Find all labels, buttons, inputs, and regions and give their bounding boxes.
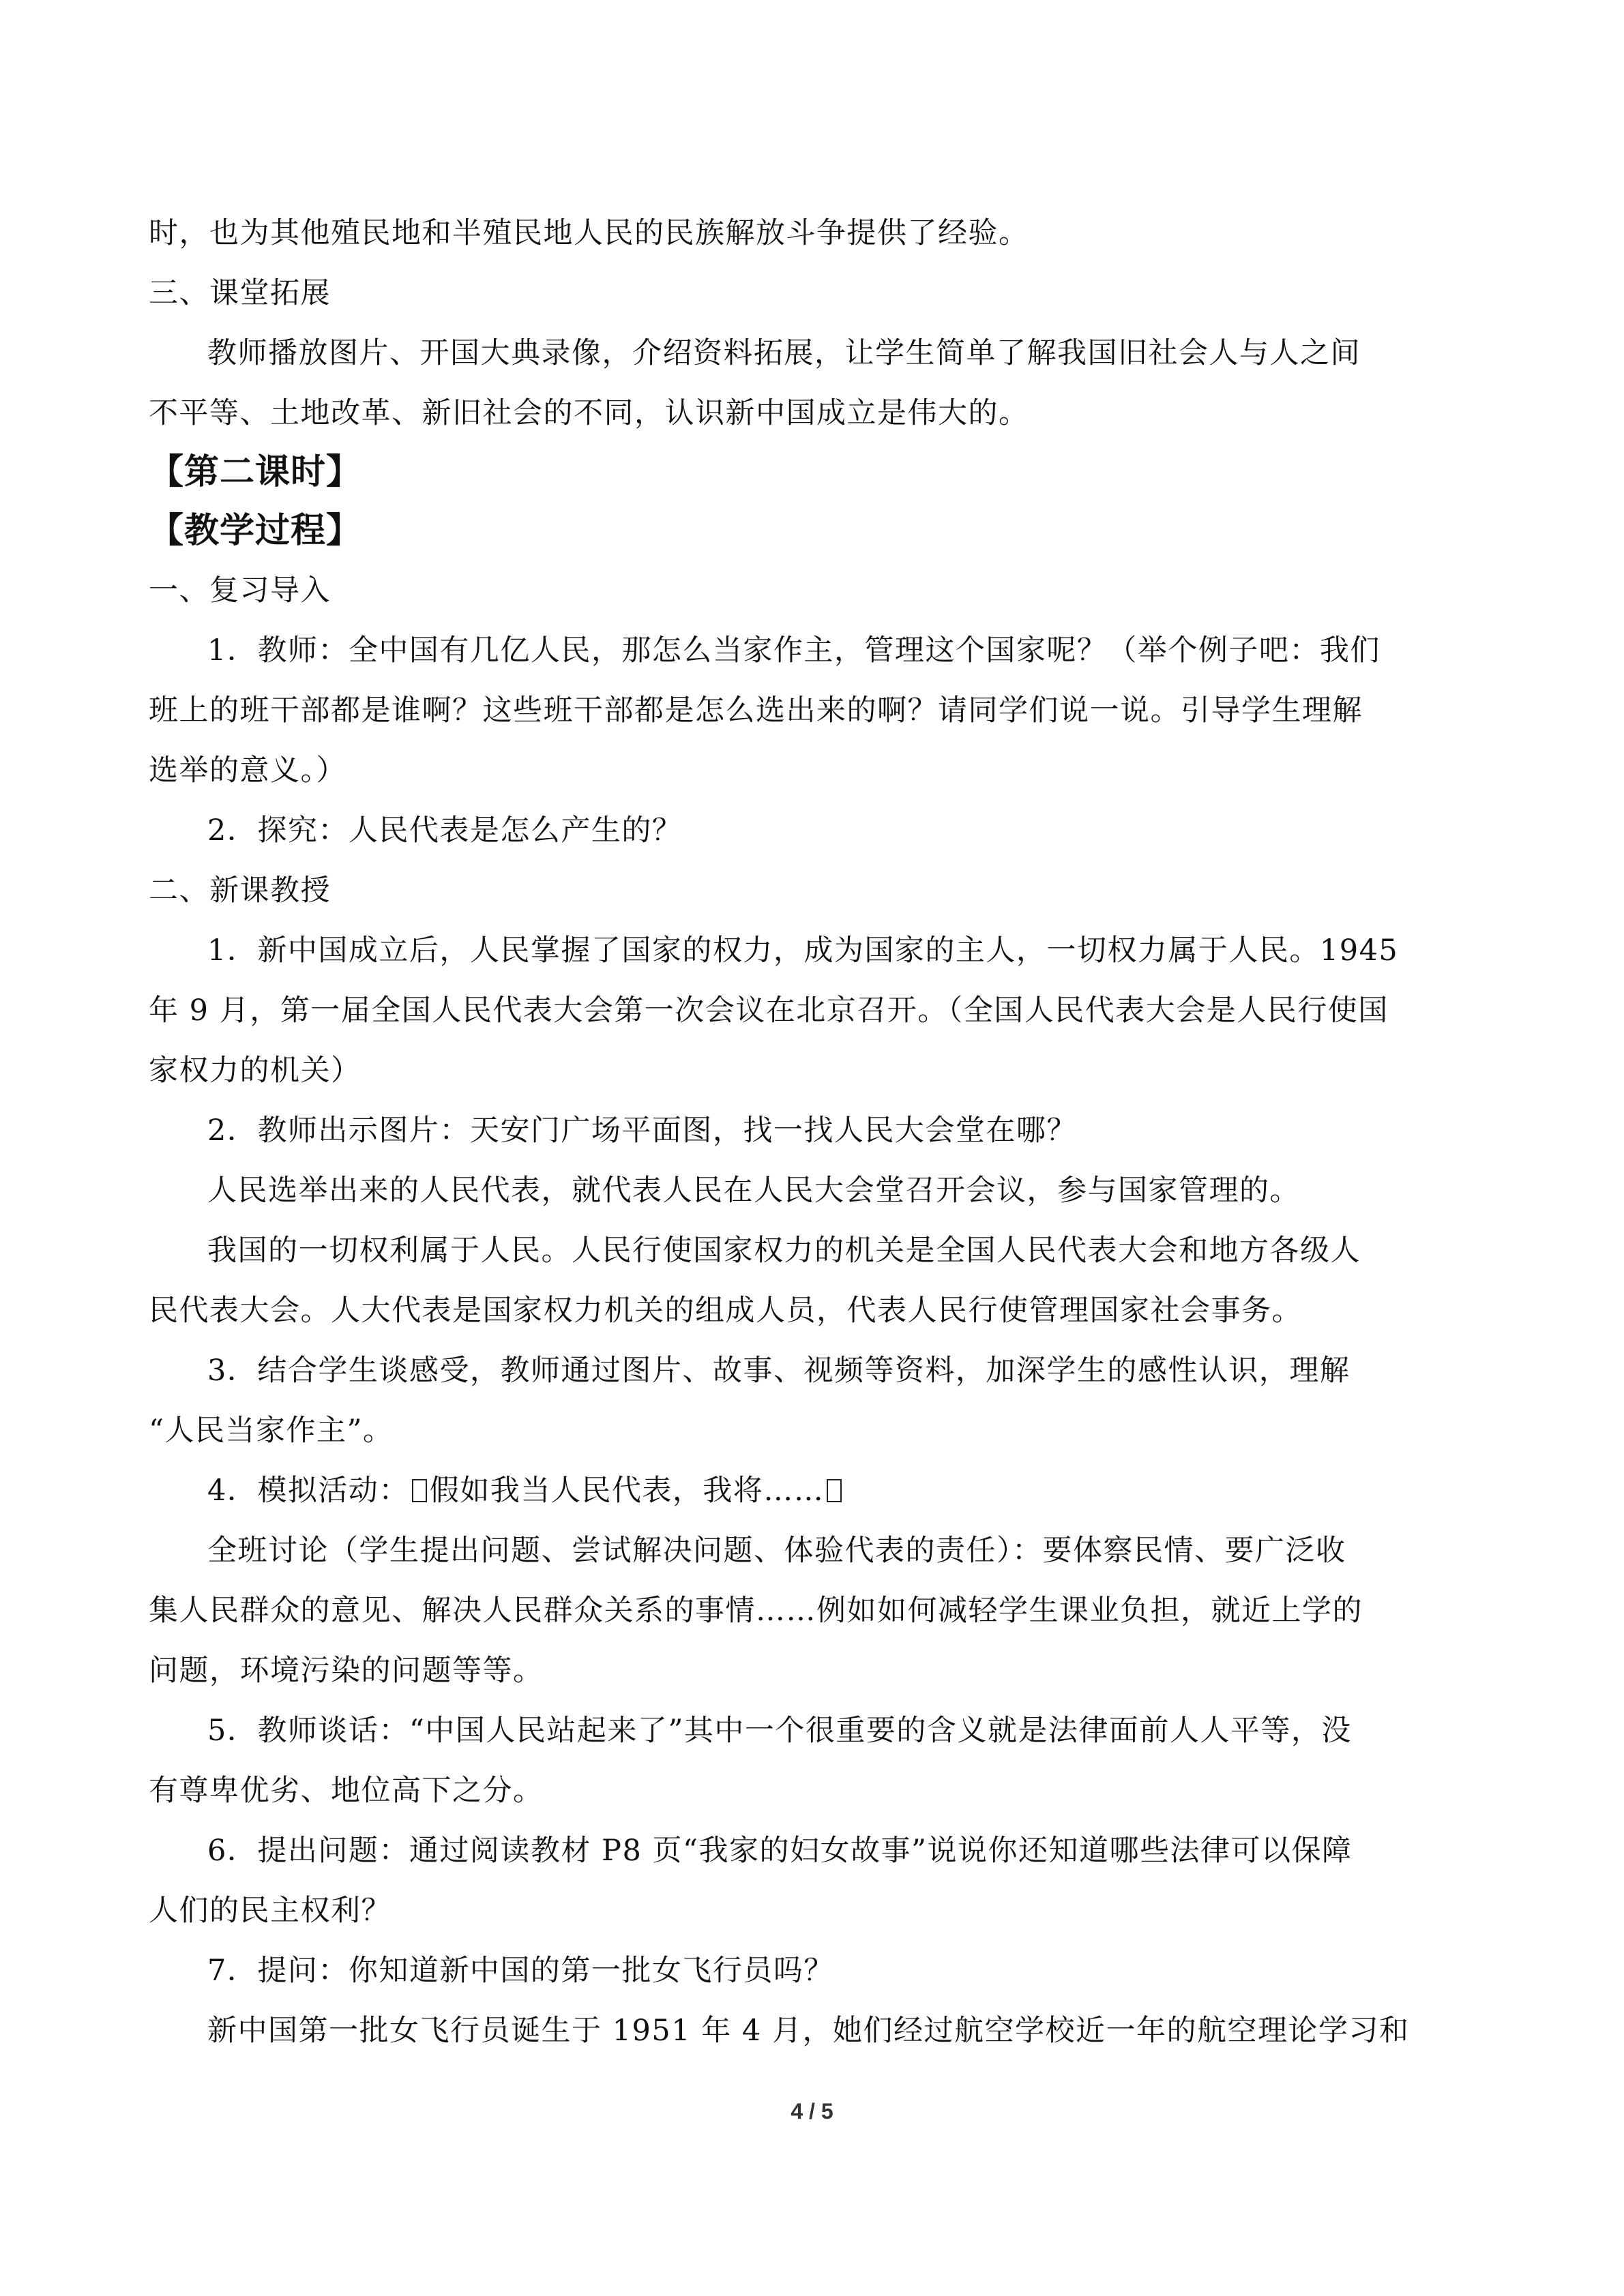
missing-glyph-box [827, 1479, 842, 1502]
simulation-label: 4．模拟活动： [207, 1474, 409, 1508]
paragraph-line: 人们的民主权利？ [149, 1894, 392, 1928]
paragraph-line: 不平等、土地改革、新旧社会的不同，认识新中国成立是伟大的。 [149, 396, 1029, 430]
paragraph-line: 全班讨论（学生提出问题、尝试解决问题、体验代表的责任）：要体察民情、要广泛收 [207, 1534, 1346, 1568]
simulation-text: 假如我当人民代表，我将…… [429, 1474, 825, 1508]
page-number: 4 / 5 [791, 2099, 833, 2123]
paragraph-line: 5．教师谈话：“中国人民站起来了”其中一个很重要的含义就是法律面前人人平等，没 [207, 1714, 1352, 1748]
paragraph-line: 班上的班干部都是谁啊？这些班干部都是怎么选出来的啊？请同学们说一说。引导学生理解 [149, 694, 1363, 728]
paragraph-line: 人民选举出来的人民代表，就代表人民在人民大会堂召开会议，参与国家管理的。 [207, 1174, 1300, 1208]
paragraph-line: 2．教师出示图片：天安门广场平面图，找一找人民大会堂在哪？ [207, 1114, 1077, 1148]
paragraph-line: 有尊卑优劣、地位高下之分。 [149, 1774, 544, 1808]
paragraph-line: 1．教师：全中国有几亿人民，那怎么当家作主，管理这个国家呢？（举个例子吧：我们 [207, 633, 1381, 668]
paragraph-line: 1．新中国成立后，人民掌握了国家的权力，成为国家的主人，一切权力属于人民。1945 [207, 934, 1399, 968]
paragraph-line: 时，也为其他殖民地和半殖民地人民的民族解放斗争提供了经验。 [149, 216, 1029, 250]
paragraph-line: 问题，环境污染的问题等等。 [149, 1654, 544, 1688]
paragraph-line: 选举的意义。） [149, 754, 346, 788]
paragraph-line: 我国的一切权利属于人民。人民行使国家权力的机关是全国人民代表大会和地方各级人 [207, 1234, 1361, 1268]
paragraph-line: 教师播放图片、开国大典录像，介绍资料拓展，让学生简单了解我国旧社会人与人之间 [207, 336, 1361, 370]
paragraph-line-simulation [149, 1461, 1473, 1521]
paragraph-line: 集人民群众的意见、解决人民群众关系的事情……例如如何减轻学生课业负担，就近上学的 [149, 1594, 1363, 1628]
paragraph-line: 6．提出问题：通过阅读教材 P8 页“我家的妇女故事”说说你还知道哪些法律可以保障 [207, 1834, 1353, 1868]
paragraph-line: 新中国第一批女飞行员诞生于 1951 年 4 月，她们经过航空学校近一年的航空理论学习和 [207, 2014, 1410, 2048]
missing-glyph-box [412, 1479, 427, 1502]
lesson-heading-second-period: 【第二课时】 [149, 452, 362, 492]
section-heading-new-lesson: 二、新课教授 [149, 874, 331, 908]
paragraph-line: 民代表大会。人大代表是国家权力机关的组成人员，代表人民行使管理国家社会事务。 [149, 1294, 1302, 1328]
paragraph-line: “人民当家作主”。 [149, 1414, 394, 1448]
paragraph-line: 3．结合学生谈感受，教师通过图片、故事、视频等资料，加深学生的感性认识，理解 [207, 1354, 1350, 1388]
section-heading-classroom-extension: 三、课堂拓展 [149, 276, 331, 310]
section-heading-review-intro: 一、复习导入 [149, 573, 331, 608]
paragraph-line: 家权力的机关） [149, 1054, 361, 1088]
lesson-heading-teaching-process: 【教学过程】 [149, 511, 362, 551]
paragraph-line: 7．提问：你知道新中国的第一批女飞行员吗？ [207, 1954, 834, 1988]
paragraph-line: 年 9 月，第一届全国人民代表大会第一次会议在北京召开。（全国人民代表大会是人民行使国 [149, 994, 1389, 1028]
paragraph-line: 2．探究：人民代表是怎么产生的？ [207, 814, 683, 848]
document-body [149, 203, 1473, 2061]
